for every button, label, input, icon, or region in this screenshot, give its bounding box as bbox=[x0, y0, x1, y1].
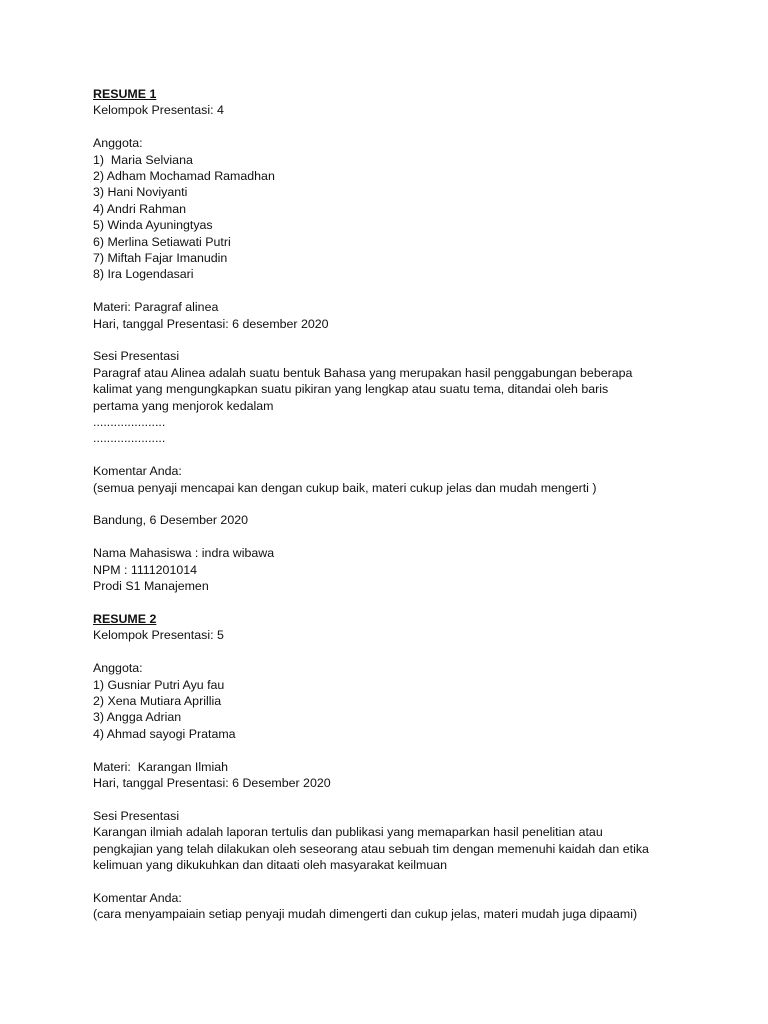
resume1-komentar: (semua penyaji mencapai kan dengan cukup baik, materi cukup jelas dan mudah mengerti ) bbox=[93, 480, 597, 495]
spacer bbox=[93, 529, 733, 545]
resume2-sesi-label: Sesi Presentasi bbox=[93, 808, 180, 823]
resume1-tanggal: Hari, tanggal Presentasi: 6 desember 2020 bbox=[93, 316, 329, 331]
resume1-npm: NPM : 1111201014 bbox=[93, 562, 198, 577]
resume1-member: 3) Hani Noviyanti bbox=[93, 185, 188, 200]
resume1-prodi: Prodi S1 Manajemen bbox=[93, 579, 209, 594]
spacer bbox=[93, 742, 733, 758]
resume2-member: 4) Ahmad sayogi Pratama bbox=[93, 726, 236, 741]
resume1-sesi-text: ..................... bbox=[93, 431, 166, 446]
resume1-member: 8) Ira Logendasari bbox=[93, 267, 194, 282]
resume2-sesi-text: pengkajian yang telah dilakukan oleh seseorang atau sebuah tim dengan memenuhi kaidah dan etika bbox=[93, 841, 649, 856]
resume2-member: 2) Xena Mutiara Aprillia bbox=[93, 693, 222, 708]
spacer bbox=[93, 119, 733, 135]
resume1-kelompok: Kelompok Presentasi: 4 bbox=[93, 103, 224, 118]
resume1-anggota-label: Anggota: bbox=[93, 136, 143, 151]
resume1-sesi-text: pertama yang menjorok kedalam bbox=[93, 398, 274, 413]
spacer bbox=[93, 644, 733, 660]
resume1-member: 1) Maria Selviana bbox=[93, 152, 193, 167]
resume1-sesi-text: Paragraf atau Alinea adalah suatu bentuk Bahasa yang merupakan hasil penggabungan beberapa bbox=[93, 365, 633, 380]
resume2-tanggal: Hari, tanggal Presentasi: 6 Desember 2020 bbox=[93, 775, 331, 790]
resume2-member: 3) Angga Adrian bbox=[93, 710, 182, 725]
resume1-member: 6) Merlina Setiawati Putri bbox=[93, 234, 231, 249]
resume1-title: RESUME 1 bbox=[93, 87, 157, 101]
resume2-komentar-label: Komentar Anda: bbox=[93, 890, 182, 905]
resume2-komentar: (cara menyampaiain setiap penyaji mudah dimengerti dan cukup jelas, materi mudah juga dipaami) bbox=[93, 907, 638, 922]
resume1-tempat-tanggal: Bandung, 6 Desember 2020 bbox=[93, 513, 248, 528]
spacer bbox=[93, 791, 733, 807]
resume1-sesi-text: ..................... bbox=[93, 415, 166, 430]
spacer bbox=[93, 332, 733, 348]
resume2-title: RESUME 2 bbox=[93, 611, 157, 626]
resume1-member: 4) Andri Rahman bbox=[93, 201, 186, 216]
resume1-member: 7) Miftah Fajar Imanudin bbox=[93, 251, 228, 266]
spacer bbox=[93, 283, 733, 299]
spacer bbox=[93, 447, 733, 463]
resume1-materi: Materi: Paragraf alinea bbox=[93, 300, 219, 315]
resume2-materi: Materi: Karangan Ilmiah bbox=[93, 759, 228, 774]
resume2-sesi-text: kelimuan yang dikukuhkan dan ditaati oleh masyarakat keilmuan bbox=[93, 857, 448, 872]
resume2-kelompok: Kelompok Presentasi: 5 bbox=[93, 628, 224, 643]
resume1-member: 5) Winda Ayuningtyas bbox=[93, 218, 213, 233]
resume2-sesi-text: Karangan ilmiah adalah laporan tertulis dan publikasi yang memaparkan hasil penelitian atau bbox=[93, 825, 603, 840]
document-body bbox=[93, 86, 733, 923]
resume1-sesi-label: Sesi Presentasi bbox=[93, 349, 180, 364]
resume2-anggota-label: Anggota: bbox=[93, 661, 143, 676]
resume1-nama: Nama Mahasiswa : indra wibawa bbox=[93, 546, 275, 561]
resume1-komentar-label: Komentar Anda: bbox=[93, 464, 182, 479]
spacer bbox=[93, 496, 733, 512]
resume2-member: 1) Gusniar Putri Ayu fau bbox=[93, 677, 225, 692]
resume1-sesi-text: kalimat yang mengungkapkan suatu pikiran yang lengkap atau suatu tema, ditandai oleh baris bbox=[93, 382, 609, 397]
resume1-member: 2) Adham Mochamad Ramadhan bbox=[93, 169, 275, 184]
spacer bbox=[93, 873, 733, 889]
spacer bbox=[93, 595, 733, 611]
